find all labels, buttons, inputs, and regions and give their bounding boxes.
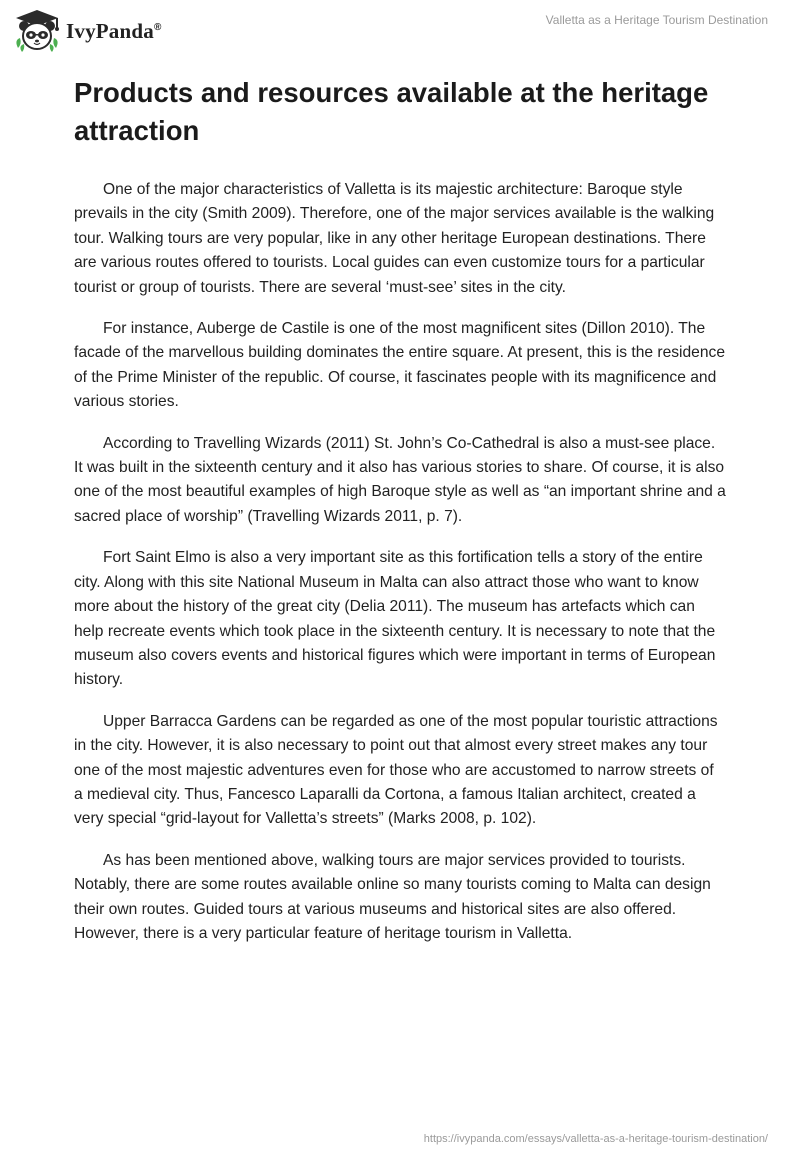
brand-name: IvyPanda®: [66, 18, 162, 43]
source-url-link[interactable]: https://ivypanda.com/essays/valletta-as-a-heritage-tourism-destination/: [423, 1133, 768, 1145]
paragraph: Upper Barracca Gardens can be regarded as one of the most popular touristic attractions in the city. However, it is also necessary to point out that almost every street makes any tour one of the most majestic adventures even for those who are accustomed to narrow streets of a medieval city. Thus, Fancesco Laparalli da Cortona, a famous Italian architect, created a very special “grid-layout for Valletta’s streets” (Marks 2008, p. 102).: [74, 712, 718, 828]
paragraph: One of the major characteristics of Valletta is its majestic architecture: Baroque style prevails in the city (Smith 2009). Therefore, one of the major services available is the walking tour. Walking tours are very popular, like in any other heritage European destinations. There are various routes offered to tourists. Local guides can even customize tours for a particular tourist or group of tourists. There are several ‘must-see’ sites in the city.: [74, 181, 715, 296]
paragraph: Fort Saint Elmo is also a very important site as this fortification tells a story of the entire city. Along with this site National Museum in Malta can also attract those who want to know more about the history of the great city (Delia 2011). The museum has artefacts which can help recreate events which took place in the sixteenth century. It is necessary to note that the museum also covers events and historical figures which were important in terms of European history.: [74, 549, 716, 689]
registered-mark: ®: [153, 21, 162, 33]
page-header: [0, 0, 800, 64]
paragraph: For instance, Auberge de Castile is one of the most magnificent sites (Dillon 2010). The facade of the marvellous building dominates the entire square. At present, this is the residence of the Prime Minister of the republic. Of course, it fascinates people with its magnificence and various stories.: [74, 320, 725, 411]
paragraph: According to Travelling Wizards (2011) St. John’s Co-Cathedral is also a must-see place. It was built in the sixteenth century and it also has various stories to share. Of course, it is also one of the most beautiful examples of high Baroque style as well as “an important shrine and a sacred place of worship” (Travelling Wizards 2011, p. 7).: [74, 434, 726, 525]
essay-content: [74, 74, 726, 963]
section-heading: Products and resources available at the heritage attraction: [74, 77, 709, 146]
panda-mascot-icon: [12, 8, 62, 54]
paragraph: As has been mentioned above, walking tours are major services provided to tourists. Notably, there are some routes available online so many tourists coming to Malta can design their own routes. Guided tours at various museums and historical sites are also offered. However, there is a very particular feature of heritage tourism in Valletta.: [74, 851, 711, 942]
brand-logo[interactable]: [12, 8, 162, 54]
document-title: Valletta as a Heritage Tourism Destination: [545, 13, 768, 27]
